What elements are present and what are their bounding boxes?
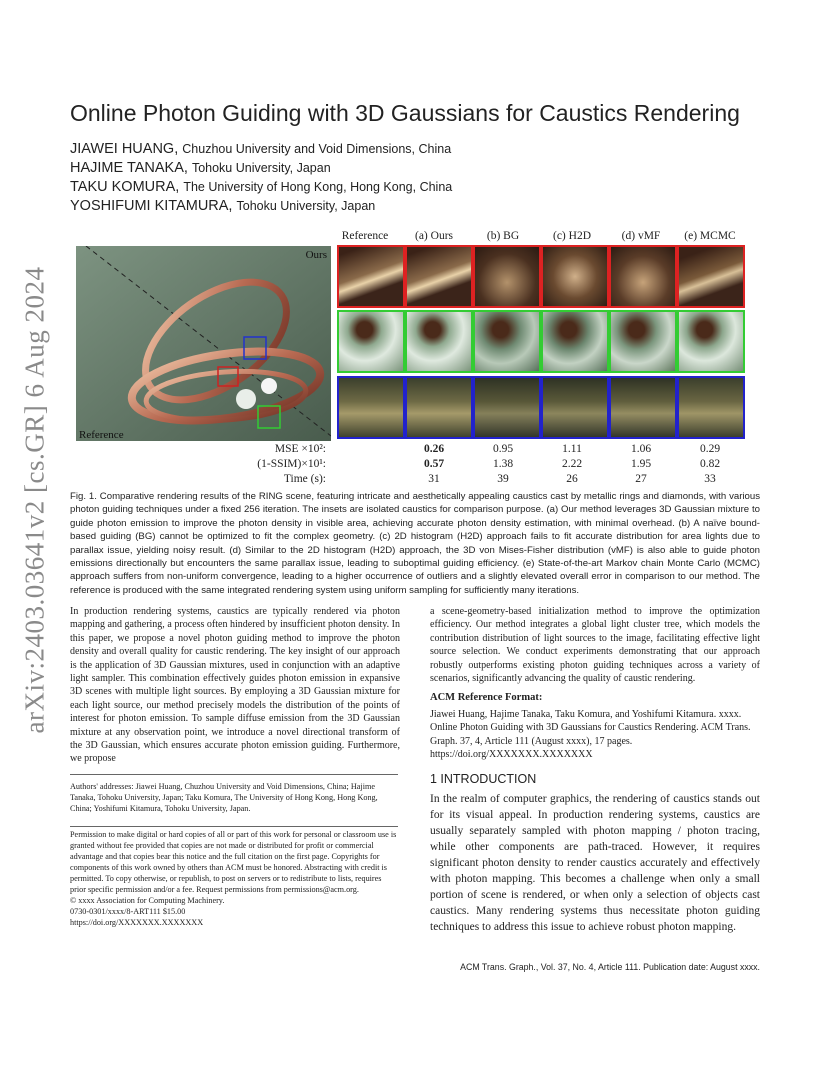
stat-value: 2.22	[561, 458, 583, 470]
author-affiliation: The University of Hong Kong, Hong Kong, China	[183, 180, 453, 194]
column-heading: (a) Ours	[415, 230, 453, 242]
abstract-right: a scene-geometry-based initialization method to improve the optimization efficiency. Our method integrates a global light cluster tree, which models the contribution distribution of light sources to the image, facilitating effective light source selection. We conduct experiments demonstrating that our approach robustly outperforms existing photon guiding techniques across a variety of scenarios, significantly advancing the quality of caustic rendering.	[430, 606, 760, 685]
stat-value: 0.95	[492, 443, 514, 455]
stat-value: 0.57	[423, 458, 445, 470]
stat-value: 0.29	[699, 443, 721, 455]
stat-label-mse: MSE ×10²:	[274, 443, 326, 455]
page-footer: ACM Trans. Graph., Vol. 37, No. 4, Article 111. Publication date: August xxxx.	[460, 962, 760, 972]
footnote-issn: 0730-0301/xxxx/8-ART111 $15.00	[70, 907, 186, 916]
inset-blue-h2d	[541, 376, 609, 439]
inset-green-bg	[473, 310, 541, 373]
footnote-permission: Permission to make digital or hard copies of all or part of this work for personal or classroom use is granted without fee provided that copies are not made or distributed for profit or commercial advantage and that copies bear this notice and the full citation on the first page. Copyrights for components of this work owned by others than ACM must be honored. Abstracting with credit is permitted. To copy otherwise, or republish, to post on servers or to redistribute to lists, requires prior specific permission and/or a fee. Request permissions from permissions@acm.org.	[70, 830, 397, 894]
author-affiliation: Chuzhou University and Void Dimensions, China	[182, 142, 452, 156]
author-name: TAKU KOMURA,	[70, 179, 180, 195]
author-line-2	[70, 160, 331, 176]
inset-red-bg	[473, 245, 541, 308]
stat-value: 1.38	[492, 458, 514, 470]
stat-value: 31	[428, 473, 440, 485]
inset-green-h2d	[541, 310, 609, 373]
stat-value: 0.26	[423, 443, 445, 455]
footnote-divider	[70, 774, 398, 775]
inset-red-mcmc	[677, 245, 745, 308]
author-line-4	[70, 198, 375, 214]
author-line-1	[70, 141, 451, 157]
author-line-3	[70, 179, 452, 195]
column-heading: Reference	[341, 230, 389, 242]
arxiv-stamp: arXiv:2403.03641v2 [cs.GR] 6 Aug 2024	[19, 266, 50, 734]
label-reference: Reference	[79, 429, 124, 441]
stat-value: 1.11	[562, 443, 582, 455]
introduction-text: In the realm of computer graphics, the rendering of caustics stands out for its visual appeal. In production rendering systems, caustics are usually separately sampled with photon mapping / photon tracing, while other components are path-traced. However, it requires significant photon density to render caustics accurately and effectively with photon mapping. This becomes a challenge when only a small portion of scene is rendered, or when only a selection of objects cast caustics. Many rendering systems thus necessitate photon guiding techniques to address this issue to achieve robust photon mapping.	[430, 793, 760, 933]
stat-value: 33	[704, 473, 716, 485]
footnote-doi: https://doi.org/XXXXXXX.XXXXXXX	[70, 918, 204, 927]
stat-value: 1.06	[630, 443, 652, 455]
footnote-permission-block	[70, 829, 398, 928]
stat-value: 26	[566, 473, 578, 485]
author-name: YOSHIFUMI KITAMURA,	[70, 198, 233, 214]
footnote-copyright: © xxxx Association for Computing Machinery.	[70, 896, 225, 905]
footnote-addresses: Authors' addresses: Jiawei Huang, Chuzhou University and Void Dimensions, China; Hajime Tanaka, Tohoku University, Japan; Taku Komura, The University of Hong Kong, Hong Kong, China; Yoshifumi Kitamura, Tohoku University, Japan.	[70, 782, 378, 813]
inset-blue-ours	[405, 376, 473, 439]
footnote-divider	[70, 826, 398, 827]
stat-value: 0.82	[699, 458, 721, 470]
stat-label-ssim: (1-SSIM)×10¹:	[257, 458, 326, 470]
inset-red-h2d	[541, 245, 609, 308]
column-heading: (c) H2D	[553, 230, 591, 242]
main-render-image	[76, 246, 331, 441]
inset-green-ours	[405, 310, 473, 373]
author-name: HAJIME TANAKA,	[70, 160, 188, 176]
stat-value: 1.95	[630, 458, 652, 470]
stat-value: 27	[635, 473, 647, 485]
inset-blue-reference	[337, 376, 405, 439]
inset-red-ours	[405, 245, 473, 308]
inset-blue-vmf	[609, 376, 677, 439]
inset-green-mcmc	[677, 310, 745, 373]
ring-scene-illustration	[76, 246, 331, 441]
inset-green-reference	[337, 310, 405, 373]
column-heading: (d) vMF	[621, 230, 661, 242]
inset-blue-mcmc	[677, 376, 745, 439]
inset-red-reference	[337, 245, 405, 308]
author-name: JIAWEI HUANG,	[70, 141, 179, 157]
arxiv-stamp-area	[0, 0, 60, 1072]
author-affiliation: Tohoku University, Japan	[236, 199, 376, 213]
inset-green-vmf	[609, 310, 677, 373]
stat-label-time: Time (s):	[283, 473, 326, 485]
column-heading: (e) MCMC	[684, 230, 736, 242]
author-affiliation: Tohoku University, Japan	[191, 161, 331, 175]
stat-value: 39	[497, 473, 509, 485]
paper-title: Online Photon Guiding with 3D Gaussians for Caustics Rendering	[70, 100, 740, 126]
section-heading-introduction: 1 INTRODUCTION	[430, 772, 537, 786]
acm-reference-text: Jiawei Huang, Hajime Tanaka, Taku Komura, and Yoshifumi Kitamura. xxxx. Online Photon Guiding with 3D Gaussians for Caustics Rendering. ACM Trans. Graph. 37, 4, Article 111 (August xxxx), 17 pages. https://doi.org/XXXXXXX.XXXXXXX	[430, 709, 751, 761]
label-ours: Ours	[305, 249, 327, 261]
acm-reference-heading: ACM Reference Format:	[430, 692, 543, 703]
inset-red-vmf	[609, 245, 677, 308]
figure-caption: Fig. 1. Comparative rendering results of the RING scene, featuring intricate and aesthetically appealing caustics cast by metallic rings and diamonds, with various photon guiding techniques under a fixed 256 iteration. The insets are isolated caustics for comparison purpose. (a) Our method leverages 3D Gaussian mixture to guide photon emission to improve the photon density in visible area, achieving accurate photon density estimation, with minimal overhead. (b) A naïve bound-based guiding (BG) cannot be optimized to fit the complex geometry. (c) 2D histogram (H2D) approach fails to fit accurate distribution for area lights due to parallax issue, yielding noisy result. (d) Similar to the 2D histogram (H2D) approach, the 3D von Mises-Fisher distribution (vMF) is also able to guide photon emissions directionally but encounters the same parallax issue, leading to suboptimal guiding efficiency. (e) State-of-the-art Markov chain Monte Carlo (MCMC) approach suffers from non-uniform convergence, leading to a higher occurrence of outliers and a slightly elevated overall error in comparison to our method. The reference is produced with the same integrated rendering system using uniform sampling for sufficiently many iterations.	[70, 491, 760, 596]
column-heading: (b) BG	[486, 230, 520, 242]
inset-blue-bg	[473, 376, 541, 439]
abstract-left: In production rendering systems, caustics are typically rendered via photon mapping and gathering, a process often hindered by insufficient photon density. In this paper, we propose a novel photon guiding method to improve the photon density and overall quality for caustic rendering. The key insight of our approach is the application of 3D Gaussian mixtures, used in conjunction with an adaptive light sampler. This combination effectively guides photon emission in expansive 3D scenes with multiple light sources. By employing a 3D Gaussian mixture for each light source, our method precisely models the distribution of the points of interest for photon emission. To sample diffuse emission from the 3D Gaussian mixture at any observation point, we introduce a novel directional transform of the 3D Gaussian, which ensures accurate photon emission guiding. Furthermore, we propose	[70, 606, 400, 765]
